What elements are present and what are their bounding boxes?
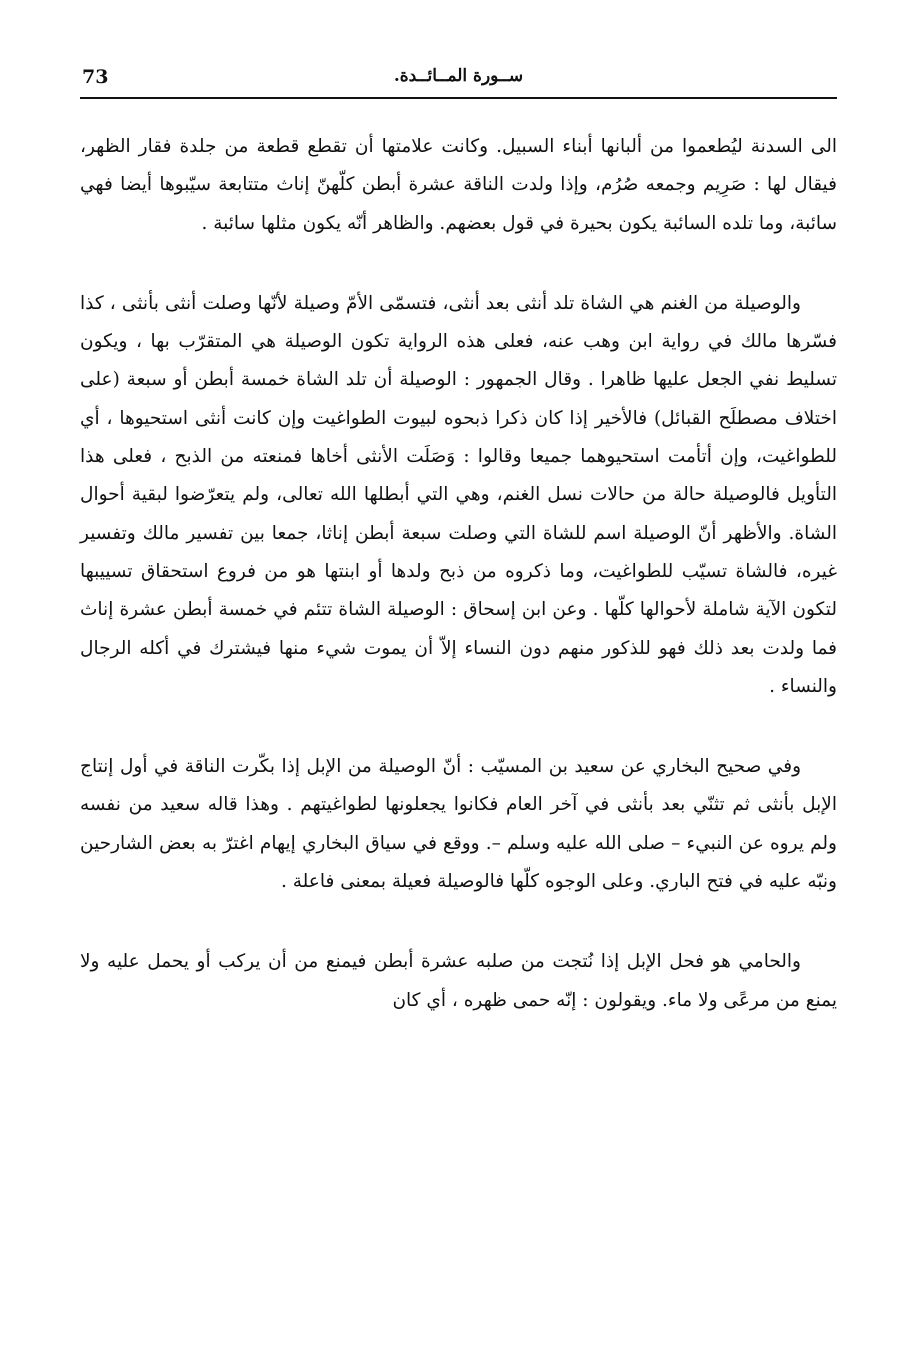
page-number: 73	[82, 66, 109, 88]
paragraph: الى السدنة ليُطعموا من ألبانها أبناء السبيل. وكانت علامتها أن تقطع قطعة من جلدة فقار الظهر، فيقال لها : صَرِيم وجمعه صُرُم، وإذا ولدت الناقة عشرة أبطن كلّهنّ إناث متتابعة سيّبوها أيضا فهي سائبة، وما تلده السائبة يكون بحيرة في قول بعضهم. والظاهر أنّه يكون مثلها سائبة .	[80, 136, 837, 234]
page-body	[80, 128, 837, 1020]
page-header	[80, 66, 837, 96]
running-title: ســورة المــائــدة.	[393, 66, 524, 86]
paragraph: والوصيلة من الغنم هي الشاة تلد أنثى بعد أنثى، فتسمّى الأمّ وصيلة لأنّها وصلت أنثى بأنثى ، كذا فسّرها مالك في رواية ابن وهب عنه، فعلى هذه الرواية تكون الوصيلة هي المتقرّب بها ، ويكون تسليط نفي الجعل عليها ظاهرا . وقال الجمهور : الوصيلة أن تلد الشاة خمسة أبطن أو سبعة (على اختلاف مصطلَح القبائل) فالأخير إذا كان ذكرا ذبحوه لبيوت الطواغيت وإن كانت أنثى استحيوها ، أي للطواغيت، وإن أتأمت استحيوهما جميعا وقالوا : وَصَلَت الأنثى أخاها فمنعته من الذبح ، فعلى هذا التأويل فالوصيلة حالة من حالات نسل الغنم، وهي التي أبطلها الله تعالى، ولم يتعرّضوا لبقية أحوال الشاة. والأظهر أنّ الوصيلة اسم للشاة التي وصلت سبعة أبطن إناثا، جمعا بين تفسير مالك وتفسير غيره، فالشاة تسيّب للطواغيت، وما ذكروه من ذبح ولدها أو ابنتها هو من فروع استحقاق تسييبها لتكون الآية شاملة لأحوالها كلّها . وعن ابن إسحاق : الوصيلة الشاة تتئم في خمسة أبطن عشرة إناث فما ولدت بعد ذلك فهو للذكور منهم دون النساء إلاّ أن يموت شيء منها فيشترك في أكله الرجال والنساء .	[80, 292, 837, 697]
paragraph: وفي صحيح البخاري عن سعيد بن المسيّب : أنّ الوصيلة من الإبل إذا بكّرت الناقة في أول إنتاج الإبل بأنثى ثم تثنّي بعد بأنثى في آخر العام فكانوا يجعلونها لطواغيتهم . وهذا قاله سعيد من نفسه ولم يروه عن النبيء – صلى الله عليه وسلم –. ووقع في سياق البخاري إيهام اغترّ به بعض الشارحين ونبّه عليه في فتح الباري. وعلى الوجوه كلّها فالوصيلة فعيلة بمعنى فاعلة .	[80, 756, 837, 893]
header-rule	[80, 97, 837, 99]
paragraph: والحامي هو فحل الإبل إذا نُتجت من صلبه عشرة أبطن فيمنع من أن يركب أو يحمل عليه ولا يمنع من مرعًى ولا ماء. ويقولون : إنّه حمى ظهره ، أي كان	[80, 951, 837, 1011]
